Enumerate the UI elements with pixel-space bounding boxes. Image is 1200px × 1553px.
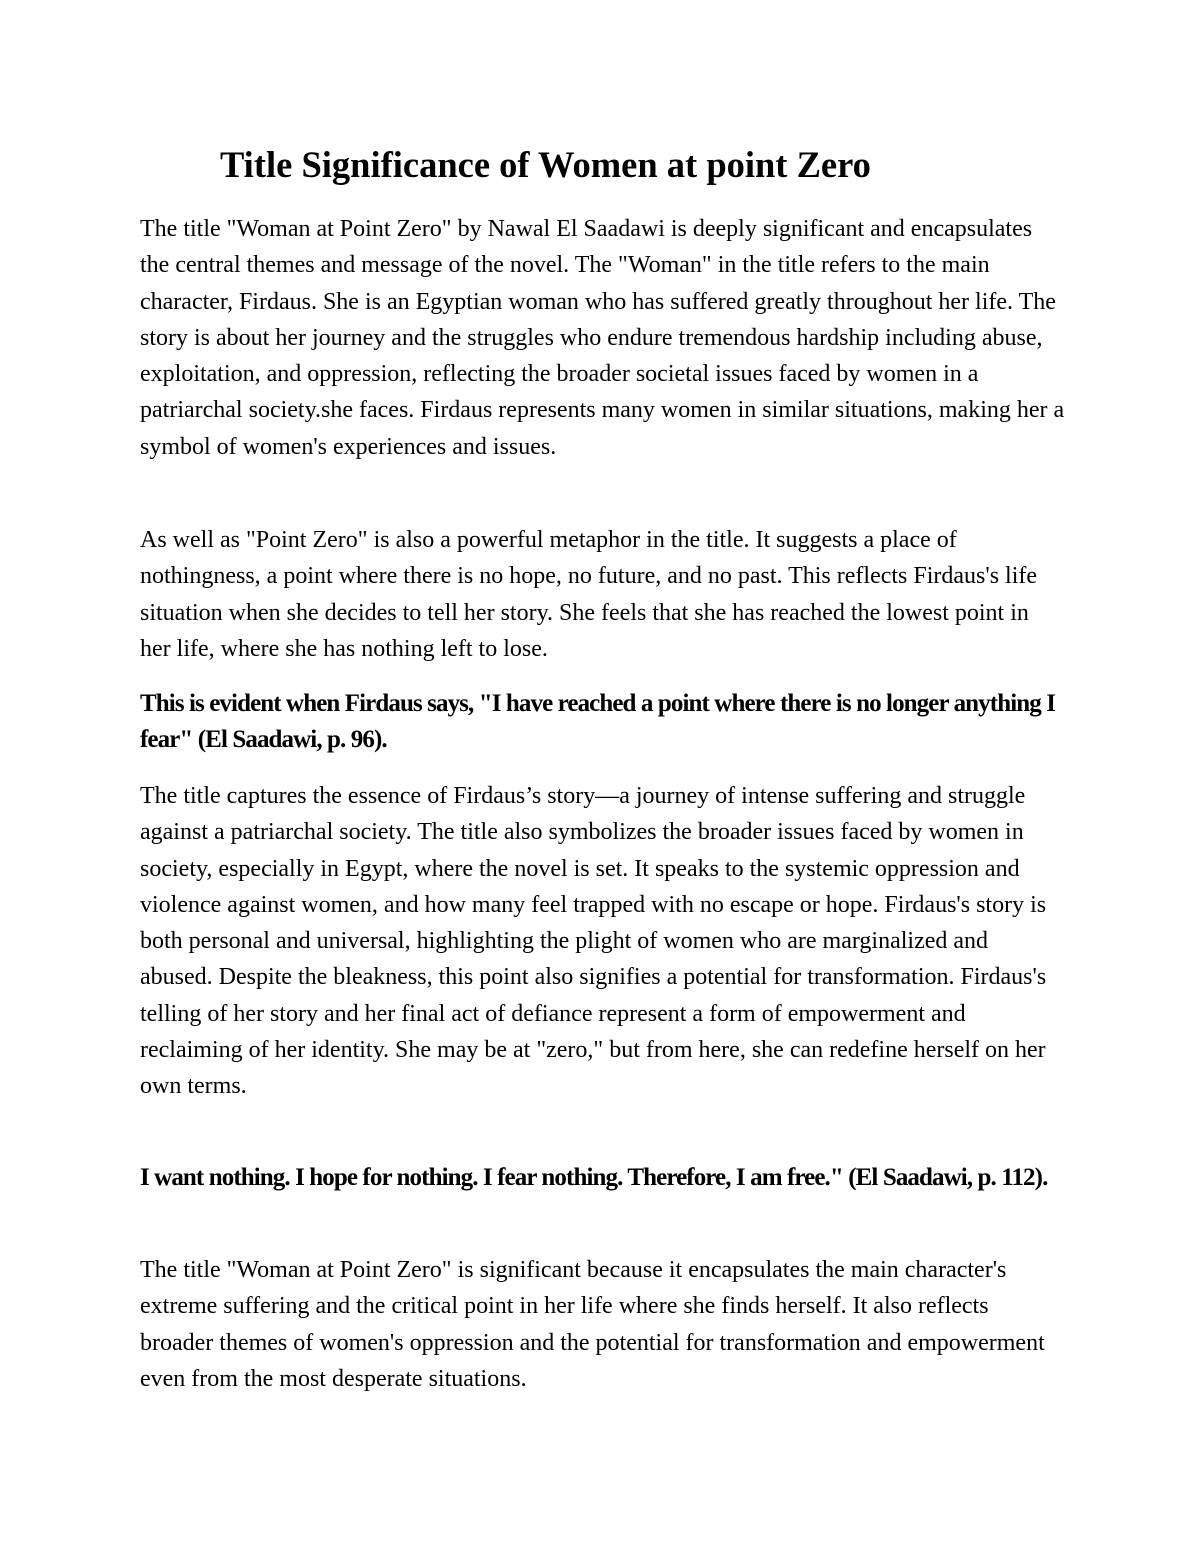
body-paragraph-1: The title "Woman at Point Zero" by Nawal El Saadawi is deeply significant and encapsulates the central themes and message of the novel. The "Woman" in the title refers to the main character, Firdaus. She is an Egyptian woman who has suffered greatly throughout her life. The story is about her journey and the struggles who endure tremendous hardship including abuse, exploitation, and oppression, reflecting the broader societal issues faced by women in a patriarchal society.she faces. Firdaus represents many women in similar situations, making her a symbol of women's experiences and issues.: [140, 216, 1065, 460]
document-title: Title Significance of Women at point Zero: [220, 144, 871, 185]
body-paragraph-2: As well as "Point Zero" is also a powerful metaphor in the title. It suggests a place of nothingness, a point where there is no hope, no future, and no past. This reflects Firdaus's life situation when she decides to tell her story. She feels that she has reached the lowest point in her life, where she has nothing left to lose.: [140, 527, 1038, 662]
quote-2: I want nothing. I hope for nothing. I fear nothing. Therefore, I am free." (El Saadawi, p. 112).: [140, 1164, 1048, 1191]
body-paragraph-4: The title "Woman at Point Zero" is significant because it encapsulates the main character's extreme suffering and the critical point in her life where she finds herself. It also reflects broader themes of women's oppression and the potential for transformation and empowerment even from the most desperate situations.: [140, 1257, 1045, 1392]
quote-1: This is evident when Firdaus says, "I have reached a point where there is no longer anything I fear" (El Saadawi, p. 96).: [140, 690, 1056, 753]
body-paragraph-3: The title captures the essence of Firdaus’s story—a journey of intense suffering and struggle against a patriarchal society. The title also symbolizes the broader issues faced by women in society, especially in Egypt, where the novel is set. It speaks to the systemic oppression and violence against women, and how many feel trapped with no escape or hope. Firdaus's story is both personal and universal, highlighting the plight of women who are marginalized and abused. Despite the bleakness, this point also signifies a potential for transformation. Firdaus's telling of her story and her final act of defiance represent a form of empowerment and reclaiming of her identity. She may be at "zero," but from here, she can redefine herself on her own terms.: [140, 783, 1047, 1100]
